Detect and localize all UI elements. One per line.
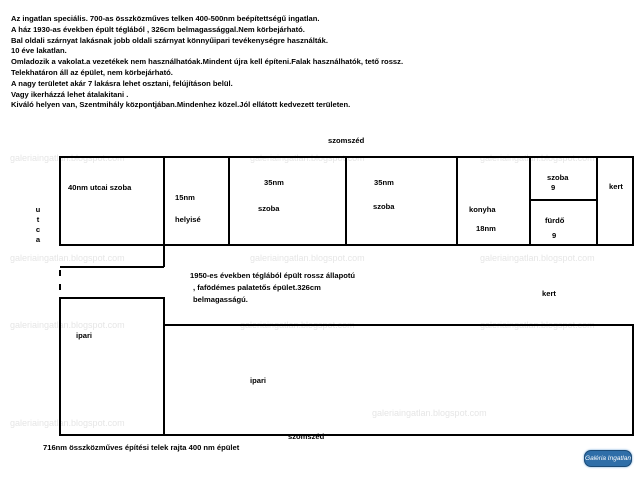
label-szoba9-size: 9 (551, 183, 556, 192)
watermark-text: galeriaingatlan.blogspot.com (480, 253, 595, 263)
label-kert-mid: kert (542, 289, 556, 298)
watermark-text: galeriaingatlan.blogspot.com (250, 253, 365, 263)
note-line: A ház 1930-as években épült téglából , 326cm belmagassággal.Nem körbejárható. (11, 24, 305, 34)
note-line: Vagy ikerházzá lehet átalakitani . (11, 89, 129, 99)
utca-letter: c (35, 225, 41, 234)
watermark-text: galeriaingatlan.blogspot.com (10, 418, 125, 428)
label-utca (35, 205, 41, 245)
label-room-35a-name: szoba (258, 204, 280, 213)
note-line: Telekhatáron áll az épület, nem körbejárható. (11, 67, 173, 77)
note-line: Kiváló helyen van, Szentmihály központjában.Mindenhez közel.Jól ellátott kedvezett területen. (11, 100, 351, 110)
label-konyha-size: 18nm (476, 224, 496, 233)
label-room-15-size: 15nm (175, 193, 195, 202)
label-furdo: fürdő (545, 216, 565, 225)
label-ipari-left: ipari (76, 331, 93, 340)
watermark-text: galeriaingatlan.blogspot.com (240, 320, 355, 330)
building-description-line: , fafödémes palatetős épület.326cm (193, 283, 321, 292)
utca-letter: u (35, 205, 41, 214)
ipari-left-room (60, 298, 164, 435)
label-konyha: konyha (469, 205, 496, 214)
note-line: A nagy területet akár 7 lakásra lehet osztani, felújításon belül. (11, 78, 233, 88)
label-room-35b-name: szoba (373, 202, 395, 211)
watermark-text: galeriaingatlan.blogspot.com (480, 153, 595, 163)
watermark-text: galeriaingatlan.blogspot.com (10, 253, 125, 263)
watermark-text: galeriaingatlan.blogspot.com (250, 153, 365, 163)
label-szomszed-top: szomszéd (328, 136, 365, 145)
note-line: Bal oldali szárnyat lakásnak jobb oldali szárnyat könnyűipari tevékenységre használták. (11, 35, 328, 45)
label-room-40: 40nm utcai szoba (68, 183, 132, 192)
watermark-text: galeriaingatlan.blogspot.com (372, 408, 487, 418)
note-line: 10 éve lakatlan. (11, 46, 67, 56)
brand-logo: Galéria Ingatlan (584, 450, 632, 467)
utca-letter: a (35, 235, 41, 244)
note-line: Omladozik a vakolat.a vezetékek nem használhatóak.Mindent újra kell építeni.Falak használhatók, tető rossz. (11, 57, 404, 67)
watermark-text: galeriaingatlan.blogspot.com (10, 153, 125, 163)
watermark-text: galeriaingatlan.blogspot.com (10, 320, 125, 330)
label-szoba9: szoba (547, 173, 569, 182)
note-line: Az ingatlan speciális. 700-as összközműves telken 400-500nm beépítettségű ingatlan. (11, 14, 320, 23)
watermark-text: galeriaingatlan.blogspot.com (480, 320, 595, 330)
footer-caption: 716nm összközműves építési telek rajta 400 nm épület (43, 443, 240, 452)
label-szomszed-bottom: szomszéd (288, 432, 325, 441)
utca-letter: t (36, 215, 40, 224)
label-kert-top: kert (609, 182, 623, 191)
label-ipari-center: ipari (250, 376, 267, 385)
building-description-line: belmagasságú. (193, 295, 248, 304)
ipari-main-hall (164, 325, 633, 435)
label-room-35b-size: 35nm (374, 178, 394, 187)
building-description-line: 1950-es években téglából épült rossz állapotú (190, 271, 356, 280)
label-room-35a-size: 35nm (264, 178, 284, 187)
label-furdo-size: 9 (552, 231, 557, 240)
label-room-15-name: helyisé (175, 215, 201, 224)
